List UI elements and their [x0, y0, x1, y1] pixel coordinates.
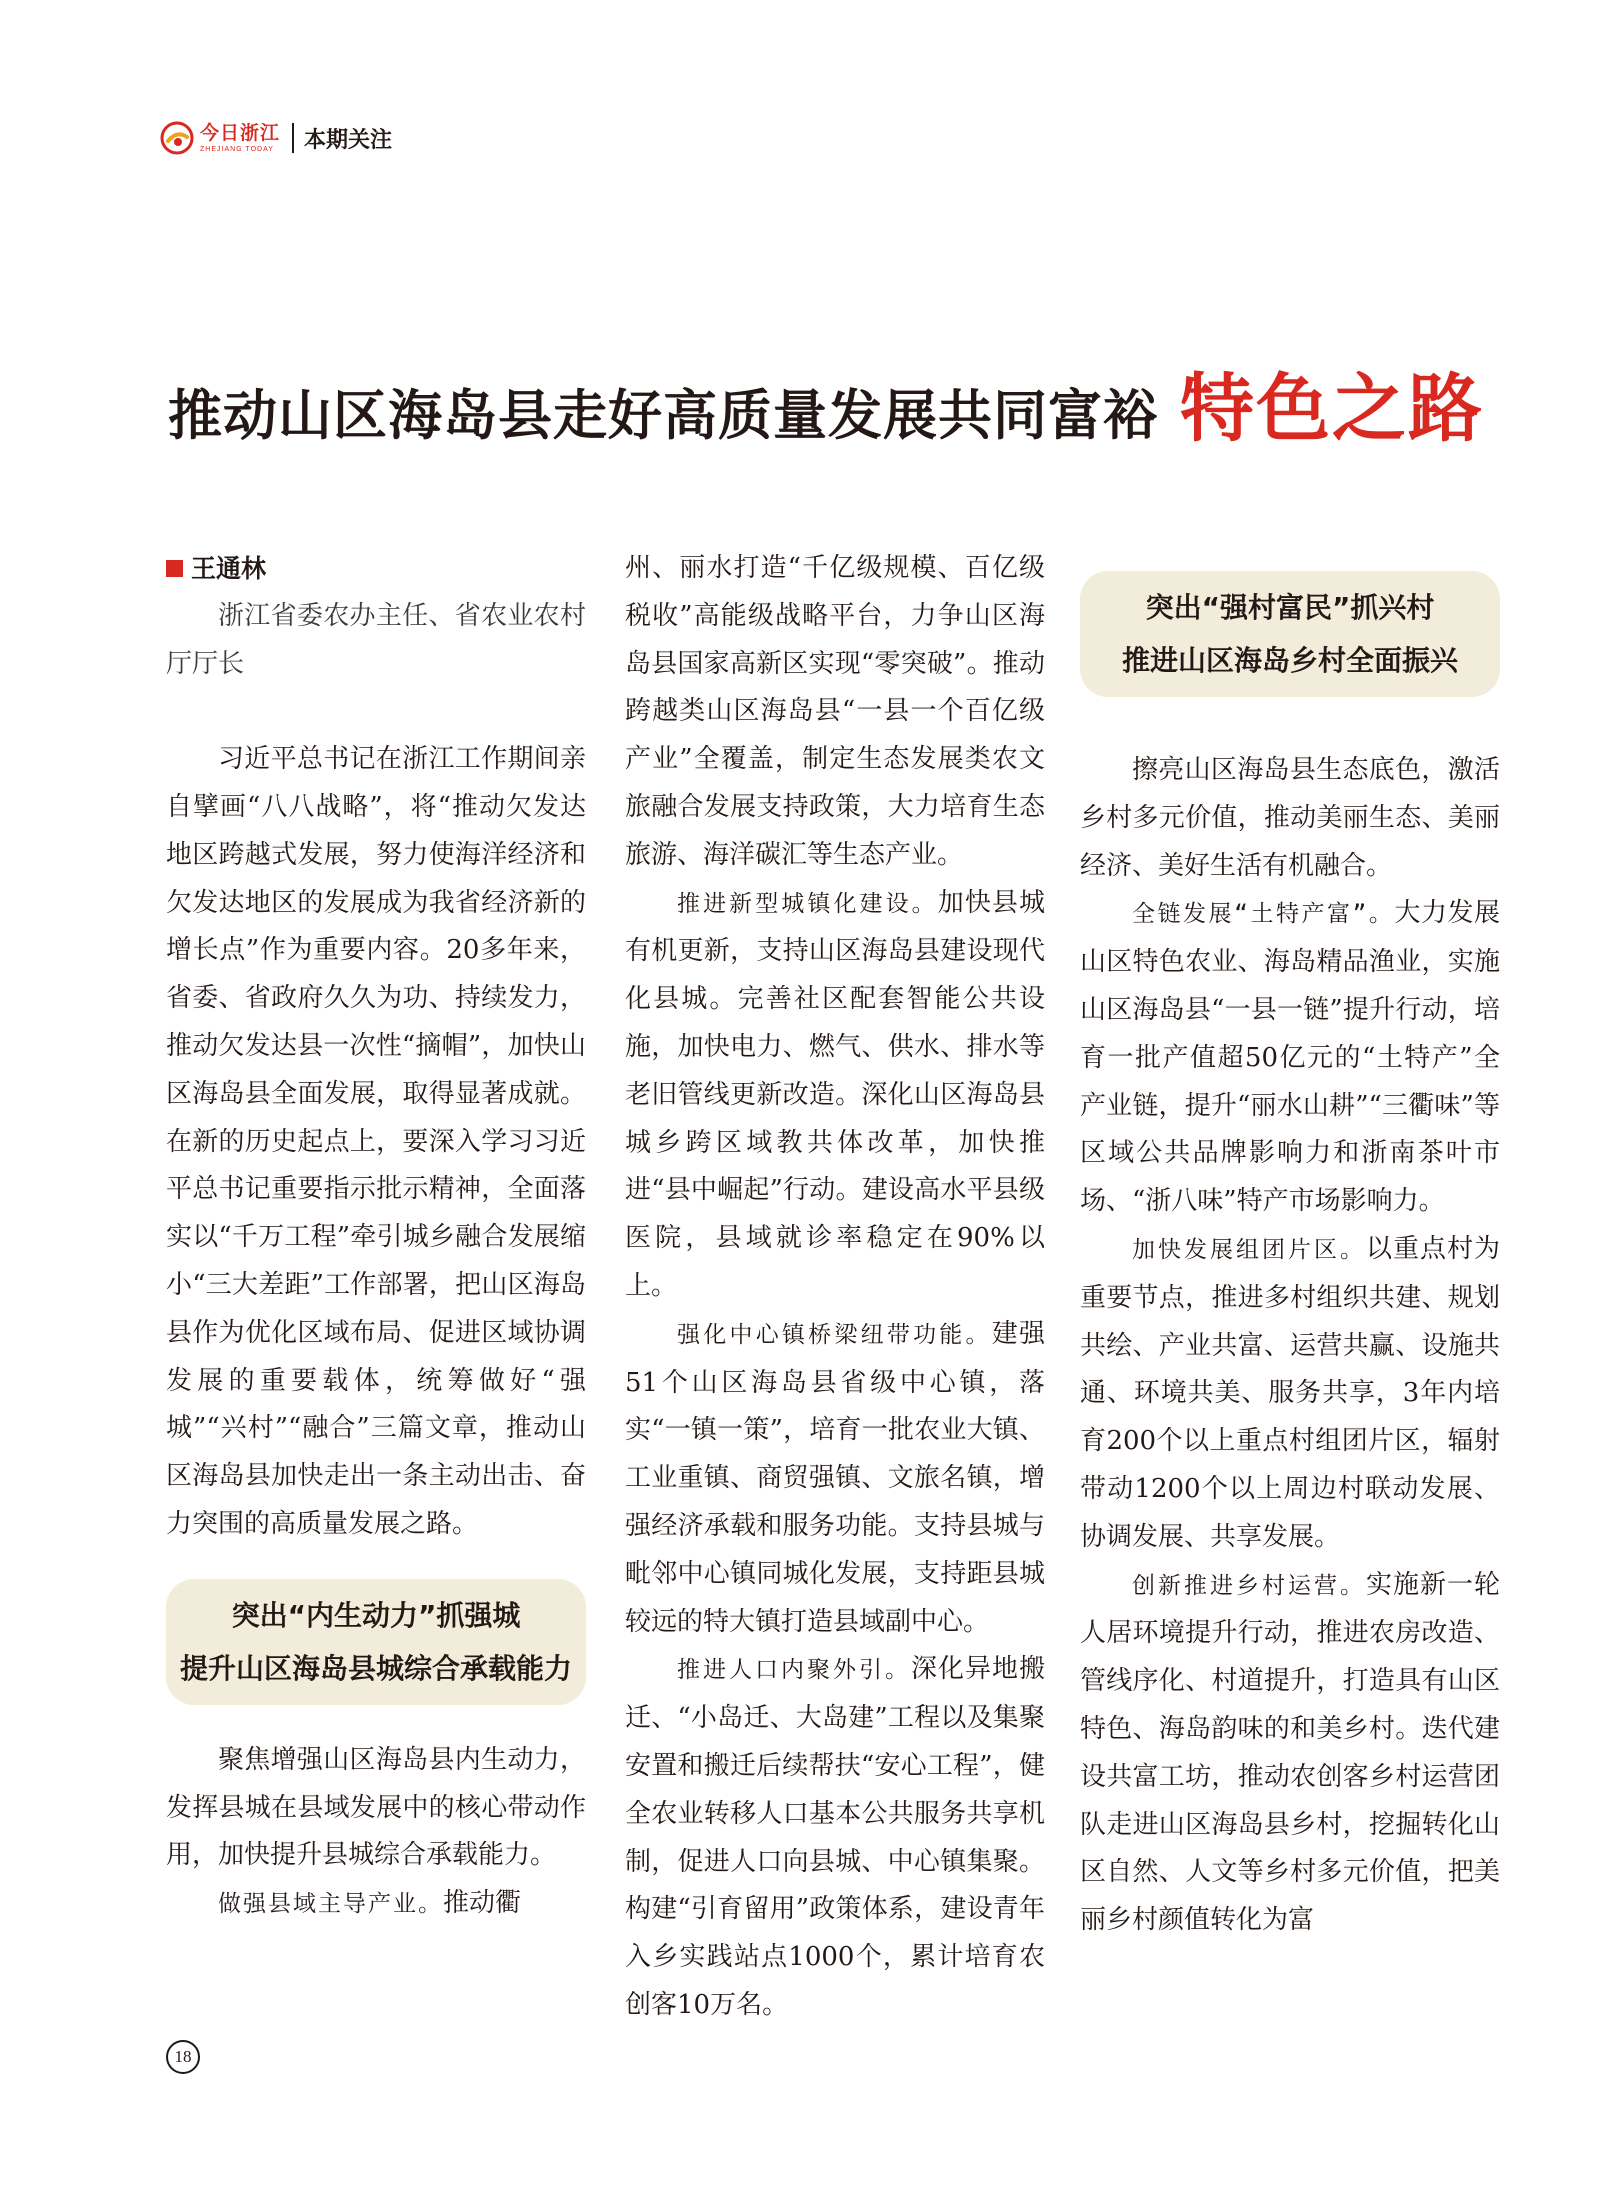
paragraph-urbanization: [625, 880, 1045, 1311]
title-main: 推动山区海岛县走好高质量发展共同富裕: [168, 383, 1158, 447]
paragraph-county-industry: [166, 1880, 586, 1929]
paragraph-lead: 强化中心镇桥梁纽带功能。: [677, 1321, 992, 1348]
paragraph-lead: 做强县域主导产业。: [218, 1891, 443, 1918]
paragraph-continued: 州、丽水打造“千亿级规模、百亿级税收”高能级战略平台，力争山区海岛县国家高新区实现“零突破”。推动跨越类山区海岛县“一县一个百亿级产业”全覆盖，制定生态发展类农文旅融合发展支持政策，大力培育生态旅游、海洋碳汇等生态产业。: [625, 553, 1045, 870]
paragraph-lead: 创新推进乡村运营。: [1132, 1572, 1366, 1599]
paragraph-local-specialties: [1080, 890, 1500, 1226]
column-1: [166, 545, 586, 1929]
column-2: [625, 545, 1045, 2030]
logo-text: [200, 121, 281, 153]
paragraph-text: 实施新一轮人居环境提升行动，推进农房改造、管线序化、村道提升，打造具有山区特色、海岛韵味的和美乡村。迭代建设共富工坊，推动农创客乡村运营团队走进山区海岛县乡村，挖掘转化山区自然、人文等乡村多元价值，把美丽乡村颜值转化为富: [1080, 1569, 1500, 1936]
intro-paragraph: 习近平总书记在浙江工作期间亲自擘画“八八战略”，将“推动欠发达地区跨越式发展，努力使海洋经济和欠发达地区的发展成为我省经济新的增长点”作为重要内容。20多年来，省委、省政府久久为功、持续发力，推动欠发达县一次性“摘帽”，加快山区海岛县全面发展，取得显著成就。在新的历史起点上，要深入学习习近平总书记重要指示批示精神，全面落实以“千万工程”牵引城乡融合发展缩小“三大差距”工作部署，把山区海岛县作为优化区域布局、促进区域协调发展的重要载体，统筹做好“强城”“兴村”“融合”三篇文章，推动山区海岛县加快走出一条主动出击、奋力突围的高质量发展之路。: [166, 744, 586, 1539]
title-accent: 特色之路: [1180, 366, 1484, 452]
paragraph-text: 推动衢: [443, 1888, 522, 1919]
header-divider: [292, 123, 294, 153]
author-title: 浙江省委农办主任、省农业农村厅厅长: [166, 600, 586, 679]
paragraph-text: 建强51个山区海岛县省级中心镇，落实“一镇一策”，培育一批农业大镇、工业重镇、商贸强镇、文旅名镇，增强经济承载和服务功能。支持县城与毗邻中心镇同城化发展，支持距县城较远的特大镇打造县域副中心。: [625, 1318, 1045, 1637]
author-byline: [166, 545, 586, 593]
paragraph-lead: 加快发展组团片区。: [1132, 1236, 1366, 1263]
section-1-intro: 聚焦增强山区海岛县内生动力，发挥县城在县域发展中的核心带动作用，加快提升县城综合承载能力。: [166, 1744, 586, 1871]
spacer: [166, 688, 586, 736]
paragraph-lead: 推进人口内聚外引。: [677, 1657, 911, 1684]
section-label: 本期关注: [304, 127, 393, 153]
section-heading-2-line1: 突出“强村富民”抓兴村: [1145, 591, 1435, 624]
zhejiang-today-logo-icon: [160, 121, 194, 155]
paragraph-text: 加快县城有机更新，支持山区海岛县建设现代化县城。完善社区配套智能公共设施，加快电力、燃气、供水、排水等老旧管线更新改造。深化山区海岛县城乡跨区域教共体改革，加快推进“县中崛起”行动。建设高水平县级医院，县域就诊率稳定在90%以上。: [625, 887, 1045, 1301]
section-heading-1-line1: 突出“内生动力”抓强城: [231, 1598, 521, 1632]
paragraph-text: 以重点村为重要节点，推进多村组织共建、规划共绘、产业共富、运营共赢、设施共通、环境共美、服务共享，3年内培育200个以上重点村组团片区，辐射带动1200个以上周边村联动发展、协调发展、共享发展。: [1080, 1233, 1500, 1552]
article-title: [168, 350, 1508, 456]
page-number: 18: [166, 2040, 200, 2074]
paragraph-village-operation: [1080, 1562, 1500, 1945]
logo-english: ZHEJIANG TODAY: [200, 145, 274, 153]
paragraph-lead: 推进新型城镇化建设。: [677, 890, 938, 917]
logo-chinese: 今日浙江: [200, 121, 281, 144]
page-header: [160, 118, 392, 158]
paragraph-text: 大力发展山区特色农业、海岛精品渔业，实施山区海岛县“一县一链”提升行动，培育一批产值超50亿元的“土特产”全产业链，提升“丽水山耕”“三衢味”等区域公共品牌影响力和浙南茶叶市场、“浙八味”特产市场影响力。: [1080, 898, 1500, 1217]
column-3: [1080, 545, 1500, 1945]
section-heading-1-line2: 提升山区海岛县城综合承载能力: [179, 1651, 572, 1685]
section-heading-2: [1080, 571, 1500, 697]
section-heading-1: [166, 1579, 586, 1705]
author-name: 王通林: [191, 554, 267, 583]
paragraph-central-towns: [625, 1311, 1045, 1647]
section-2-intro: 擦亮山区海岛县生态底色，激活乡村多元价值，推动美丽生态、美丽经济、美好生活有机融合。: [1080, 755, 1500, 881]
author-marker-icon: [166, 560, 183, 577]
section-heading-2-line2: 推进山区海岛乡村全面振兴: [1121, 644, 1458, 677]
paragraph-village-clusters: [1080, 1226, 1500, 1562]
paragraph-population: [625, 1646, 1045, 2029]
paragraph-text: 深化异地搬迁、“小岛迁、大岛建”工程以及集聚安置和搬迁后续帮扶“安心工程”，健全农业转移人口基本公共服务共享机制，促进人口向县城、中心镇集聚。构建“引育留用”政策体系，建设青年入乡实践站点1000个，累计培育农创客10万名。: [625, 1654, 1045, 2020]
paragraph-lead: 全链发展“土特产富”。: [1132, 901, 1395, 928]
